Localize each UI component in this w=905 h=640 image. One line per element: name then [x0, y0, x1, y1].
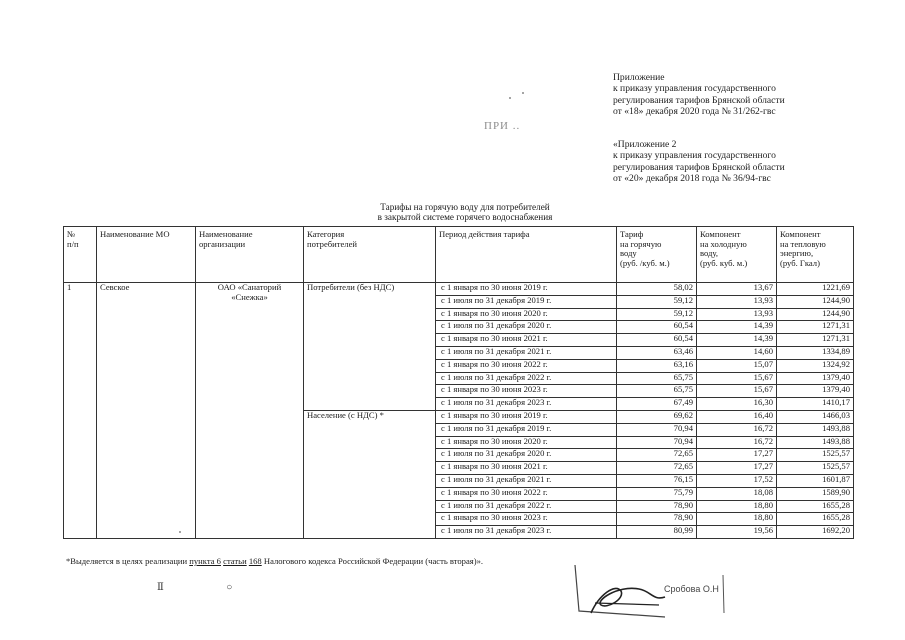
- cell-heat: 1324,92: [777, 359, 854, 372]
- cell-tariff: 80,99: [617, 526, 697, 539]
- cell-heat: 1655,28: [777, 500, 854, 513]
- cell-heat: 1410,17: [777, 398, 854, 411]
- cell-heat: 1271,31: [777, 334, 854, 347]
- cell-period: с 1 января по 30 июня 2019 г.: [436, 283, 617, 296]
- appendix-line: к приказу управления государственного: [613, 83, 776, 95]
- cell-tariff: 63,16: [617, 359, 697, 372]
- cell-period: с 1 июля по 31 декабря 2023 г.: [436, 526, 617, 539]
- cell-cold: 13,93: [697, 295, 777, 308]
- cell-period: с 1 января по 30 июня 2020 г.: [436, 436, 617, 449]
- margin-marks: Ⅱ ○: [157, 582, 263, 593]
- cell-tariff: 59,12: [617, 308, 697, 321]
- cell-period: с 1 января по 30 июня 2023 г.: [436, 385, 617, 398]
- cell-cold: 16,72: [697, 436, 777, 449]
- cell-period: с 1 января по 30 июня 2021 г.: [436, 334, 617, 347]
- cell-heat: 1466,03: [777, 410, 854, 423]
- scan-speck: [509, 97, 511, 99]
- header-tariff: Тариф на горячую воду (руб. /куб. м.): [617, 227, 697, 283]
- cell-cold: 15,07: [697, 359, 777, 372]
- cell-heat: 1493,88: [777, 436, 854, 449]
- header-num: № п/п: [64, 227, 97, 283]
- cell-tariff: 69,62: [617, 410, 697, 423]
- cell-heat: 1692,20: [777, 526, 854, 539]
- stamp-smudge: ПРИ ..: [484, 120, 521, 132]
- appendix-line: Приложение: [613, 72, 665, 83]
- cell-period: с 1 января по 30 июня 2022 г.: [436, 359, 617, 372]
- cell-tariff: 78,90: [617, 500, 697, 513]
- table-title-line: Тарифы на горячую воду для потребителей: [380, 202, 550, 212]
- cell-heat: 1271,31: [777, 321, 854, 334]
- appendix-line: к приказу управления государственного: [613, 150, 776, 162]
- cell-heat: 1589,90: [777, 487, 854, 500]
- cell-tariff: 75,79: [617, 487, 697, 500]
- cell-heat: 1493,88: [777, 423, 854, 436]
- appendix-line: регулирования тарифов Брянской области: [613, 94, 785, 106]
- cell-heat: 1525,57: [777, 449, 854, 462]
- cell-cold: 19,56: [697, 526, 777, 539]
- cell-category: Население (с НДС) *: [304, 410, 436, 538]
- table-body: [64, 283, 854, 539]
- cell-tariff: 60,54: [617, 321, 697, 334]
- footnote-text: *Выделяется в целях реализации: [66, 556, 190, 566]
- cell-cold: 14,39: [697, 334, 777, 347]
- cell-period: с 1 июля по 31 декабря 2022 г.: [436, 372, 617, 385]
- footnote-link-article[interactable]: статьи: [223, 556, 247, 566]
- cell-org: ОАО «Санаторий «Снежка»: [196, 283, 304, 539]
- tariff-table: [63, 226, 854, 539]
- cell-period: с 1 июля по 31 декабря 2019 г.: [436, 423, 617, 436]
- cell-tariff: 76,15: [617, 474, 697, 487]
- cell-period: с 1 июля по 31 декабря 2021 г.: [436, 474, 617, 487]
- table-header-row: [64, 227, 854, 283]
- cell-cold: 16,72: [697, 423, 777, 436]
- cell-tariff: 72,65: [617, 449, 697, 462]
- cell-heat: 1655,28: [777, 513, 854, 526]
- cell-period: с 1 июля по 31 декабря 2019 г.: [436, 295, 617, 308]
- appendix-header: [613, 72, 903, 118]
- cell-mo: Севское: [97, 283, 196, 539]
- cell-period: с 1 июля по 31 декабря 2023 г.: [436, 398, 617, 411]
- cell-tariff: 60,54: [617, 334, 697, 347]
- cell-tariff: 58,02: [617, 283, 697, 296]
- cell-cold: 17,52: [697, 474, 777, 487]
- cell-cold: 18,80: [697, 513, 777, 526]
- cell-cold: 13,67: [697, 283, 777, 296]
- cell-tariff: 59,12: [617, 295, 697, 308]
- header-heat-energy: Компонент на тепловую энергию, (руб. Гкал): [777, 227, 854, 283]
- header-mo: Наименование МО: [97, 227, 196, 283]
- cell-heat: 1379,40: [777, 385, 854, 398]
- header-org: Наименование организации: [196, 227, 304, 283]
- cell-period: с 1 июля по 31 декабря 2020 г.: [436, 449, 617, 462]
- cell-num: 1: [64, 283, 97, 539]
- footnote-link-item[interactable]: пункта 6: [189, 556, 221, 566]
- cell-tariff: 70,94: [617, 436, 697, 449]
- appendix-line: от «18» декабря 2020 года № 31/262-гвс: [613, 106, 776, 118]
- cell-period: с 1 июля по 31 декабря 2020 г.: [436, 321, 617, 334]
- signer-name: Сробова О.Н: [664, 584, 719, 594]
- cell-cold: 14,39: [697, 321, 777, 334]
- cell-period: с 1 января по 30 июня 2022 г.: [436, 487, 617, 500]
- cell-heat: 1525,57: [777, 462, 854, 475]
- cell-cold: 14,60: [697, 346, 777, 359]
- cell-cold: 17,27: [697, 462, 777, 475]
- cell-period: с 1 января по 30 июня 2019 г.: [436, 410, 617, 423]
- appendix-line: регулирования тарифов Брянской области: [613, 161, 785, 173]
- cell-tariff: 65,75: [617, 372, 697, 385]
- cell-cold: 18,08: [697, 487, 777, 500]
- cell-cold: 16,40: [697, 410, 777, 423]
- footnote: [66, 556, 483, 566]
- cell-heat: 1221,69: [777, 283, 854, 296]
- cell-tariff: 63,46: [617, 346, 697, 359]
- cell-tariff: 65,75: [617, 385, 697, 398]
- cell-tariff: 72,65: [617, 462, 697, 475]
- cell-period: с 1 июля по 31 декабря 2021 г.: [436, 346, 617, 359]
- cell-heat: 1334,89: [777, 346, 854, 359]
- cell-period: с 1 июля по 31 декабря 2022 г.: [436, 500, 617, 513]
- appendix2-header: [613, 139, 903, 185]
- header-category: Категория потребителей: [304, 227, 436, 283]
- cell-tariff: 67,49: [617, 398, 697, 411]
- table-row: [64, 283, 854, 296]
- cell-cold: 17,27: [697, 449, 777, 462]
- cell-cold: 13,93: [697, 308, 777, 321]
- cell-cold: 18,80: [697, 500, 777, 513]
- footnote-text: Налогового кодекса Российской Федерации (часть вторая)».: [261, 556, 484, 566]
- cell-heat: 1379,40: [777, 372, 854, 385]
- appendix-line: «Приложение 2: [613, 139, 677, 150]
- cell-heat: 1244,90: [777, 295, 854, 308]
- cell-cold: 16,30: [697, 398, 777, 411]
- cell-tariff: 70,94: [617, 423, 697, 436]
- cell-period: с 1 января по 30 июня 2021 г.: [436, 462, 617, 475]
- header-period: Период действия тарифа: [436, 227, 617, 283]
- table-title-line: в закрытой системе горячего водоснабжения: [377, 212, 553, 223]
- cell-category: Потребители (без НДС): [304, 283, 436, 411]
- header-cold-water: Компонент на холодную воду, (руб. куб. м.): [697, 227, 777, 283]
- scan-speck: [522, 92, 524, 94]
- cell-tariff: 78,90: [617, 513, 697, 526]
- cell-cold: 15,67: [697, 385, 777, 398]
- cell-cold: 15,67: [697, 372, 777, 385]
- cell-period: с 1 января по 30 июня 2020 г.: [436, 308, 617, 321]
- cell-period: с 1 января по 30 июня 2023 г.: [436, 513, 617, 526]
- cell-heat: 1601,87: [777, 474, 854, 487]
- appendix-line: от «20» декабря 2018 года № 36/94-гвс: [613, 173, 771, 185]
- footnote-link-168[interactable]: 168: [248, 556, 262, 566]
- table-title: [300, 202, 630, 223]
- cell-heat: 1244,90: [777, 308, 854, 321]
